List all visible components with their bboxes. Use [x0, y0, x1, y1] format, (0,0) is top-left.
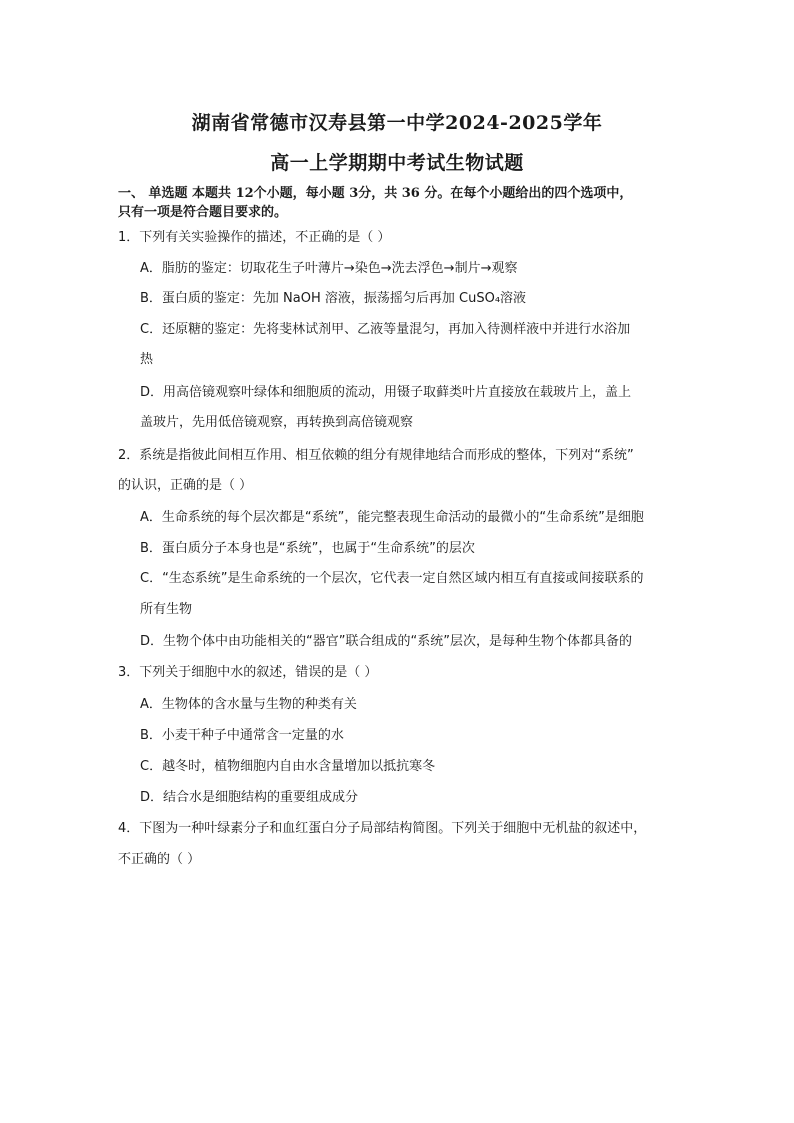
question-2-stem-cont: 的认识，正确的是（ ）: [118, 478, 253, 493]
question-2-option-d: D．生物个体中由功能相关的“器官”联合组成的“系统”层次，是每种生物个体都具备的: [140, 634, 632, 649]
question-1-option-b: B．蛋白质的鉴定：先加 NaOH 溶液，振荡摇匀后再加 CuSO₄溶液: [140, 291, 527, 306]
question-1-option-a: A．脂肪的鉴定：切取花生子叶薄片→染色→洗去浮色→制片→观察: [140, 261, 518, 276]
question-1-option-d-cont: 盖玻片，先用低倍镜观察，再转换到高倍镜观察: [140, 415, 414, 430]
question-2-option-b: B．蛋白质分子本身也是“系统”，也属于“生命系统”的层次: [140, 541, 475, 556]
question-1-stem: 1．下列有关实验操作的描述，不正确的是（ ）: [118, 230, 391, 245]
question-2-option-c-cont: 所有生物: [140, 602, 193, 617]
question-3-option-d: D．结合水是细胞结构的重要组成成分: [140, 790, 359, 805]
question-1-option-c-cont: 热: [140, 352, 154, 367]
section-heading-line1: 一、 单选题 本题共 12个小题，每小题 3分，共 36 分。在每个小题给出的四个选项中，: [118, 186, 633, 201]
section-heading-line2: 只有一项是符合题目要求的。: [118, 205, 288, 220]
question-4-stem-cont: 不正确的（ ）: [118, 852, 201, 867]
question-1-option-c: C．还原糖的鉴定：先将斐林试剂甲、乙液等量混匀，再加入待测样液中并进行水浴加: [140, 322, 631, 337]
question-3-stem: 3．下列关于细胞中水的叙述，错误的是（ ）: [118, 665, 378, 680]
question-3-option-c: C．越冬时，植物细胞内自由水含量增加以抵抗寒冬: [140, 759, 436, 774]
question-1-option-d: D．用高倍镜观察叶绿体和细胞质的流动，用镊子取藓类叶片直接放在载玻片上，盖上: [140, 385, 632, 400]
exam-title-line1: 湖南省常德市汉寿县第一中学2024-2025学年: [191, 112, 603, 134]
question-2-stem: 2．系统是指彼此间相互作用、相互依赖的组分有规律地结合而形成的整体，下列对“系统”: [118, 448, 634, 463]
question-3-option-a: A．生物体的含水量与生物的种类有关: [140, 697, 357, 712]
exam-title-line2: 高一上学期期中考试生物试题: [270, 152, 524, 174]
question-2-option-a: A．生命系统的每个层次都是“系统”，能完整表现生命活动的最微小的“生命系统”是细胞: [140, 510, 644, 525]
question-4-stem: 4．下图为一种叶绿素分子和血红蛋白分子局部结构简图。下列关于细胞中无机盐的叙述中，: [118, 821, 647, 836]
question-2-option-c: C．“生态系统”是生命系统的一个层次，它代表一定自然区域内相互有直接或间接联系的: [140, 571, 644, 586]
question-3-option-b: B．小麦干种子中通常含一定量的水: [140, 728, 344, 743]
